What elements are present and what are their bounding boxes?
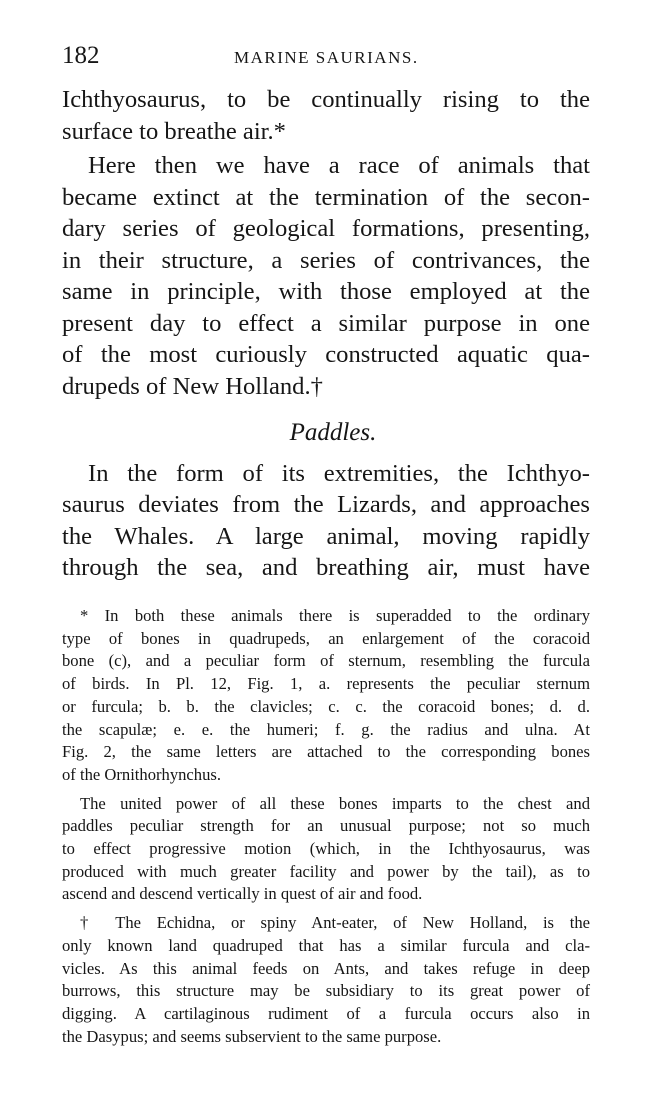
footnote-line: or furcula; b. b. the clavicles; c. c. the coracoid bones; d. d. xyxy=(62,696,590,716)
footnote-line: ascend and descend vertically in quest of air and food. xyxy=(62,884,423,904)
footnote-line: only known land quadruped that has a similar furcula and cla- xyxy=(62,935,590,955)
footnote-line: bone (c), and a peculiar form of sternum, resembling the furcula xyxy=(62,651,590,671)
footnote-line: of birds. In Pl. 12, Fig. 1, a. represents the peculiar sternum xyxy=(62,674,590,694)
text-line: same in principle, with those employed at the xyxy=(62,278,590,305)
text-line: drupeds of New Holland.† xyxy=(62,372,323,400)
running-title: MARINE SAURIANS. xyxy=(234,48,419,67)
footnote-line: burrows, this structure may be subsidiary to its great power of xyxy=(62,981,590,1001)
text-line: saurus deviates from the Lizards, and approaches xyxy=(62,491,590,518)
main-text xyxy=(62,84,590,584)
footnote-line: Fig. 2, the same letters are attached to the corresponding bones xyxy=(62,742,590,762)
text-line: became extinct at the termination of the secon- xyxy=(62,183,590,211)
footnote-line: to effect progressive motion (which, in the Ichthyosaurus, was xyxy=(62,839,590,859)
section-heading: Paddles. xyxy=(289,419,377,446)
footnote-line: paddles peculiar strength for an unusual purpose; not so much xyxy=(62,816,590,836)
footnote-line: of the Ornithorhynchus. xyxy=(62,764,221,784)
text-line: Ichthyosaurus, to be continually rising to the xyxy=(62,86,590,113)
footnote-line: the Dasypus; and seems subservient to the same purpose. xyxy=(62,1026,442,1046)
text-line: present day to effect a similar purpose in one xyxy=(62,309,590,337)
footnote-line: digging. A cartilaginous rudiment of a furcula occurs also in xyxy=(62,1003,590,1023)
footnote-line: produced with much greater facility and power by the tail), as to xyxy=(62,861,590,881)
footnote-line: † The Echidna, or spiny Ant-eater, of New Holland, is the xyxy=(80,913,590,933)
text-line: of the most curiously constructed aquatic qua- xyxy=(62,341,590,368)
text-line: In the form of its extremities, the Ichthyo- xyxy=(88,459,590,487)
footnote-line: * In both these animals there is superadded to the ordinary xyxy=(80,606,590,625)
text-line: dary series of geological formations, presenting, xyxy=(62,215,590,242)
text-line: in their structure, a series of contrivances, the xyxy=(62,246,590,274)
text-line: Here then we have a race of animals that xyxy=(88,152,590,179)
page-header xyxy=(62,42,592,72)
footnote-line: the scapulæ; e. e. the humeri; f. g. the radius and ulna. At xyxy=(62,719,590,739)
footnotes xyxy=(62,605,590,1048)
text-line: through the sea, and breathing air, must have xyxy=(62,554,590,581)
footnote-line: vicles. As this animal feeds on Ants, and takes refuge in deep xyxy=(62,958,590,978)
page-number: 182 xyxy=(62,42,100,69)
footnote-line: type of bones in quadrupeds, an enlargement of the coracoid xyxy=(62,628,590,648)
footnote-line: The united power of all these bones imparts to the chest and xyxy=(80,793,590,813)
text-line: the Whales. A large animal, moving rapidly xyxy=(62,522,590,550)
text-line: surface to breathe air.* xyxy=(62,117,286,145)
